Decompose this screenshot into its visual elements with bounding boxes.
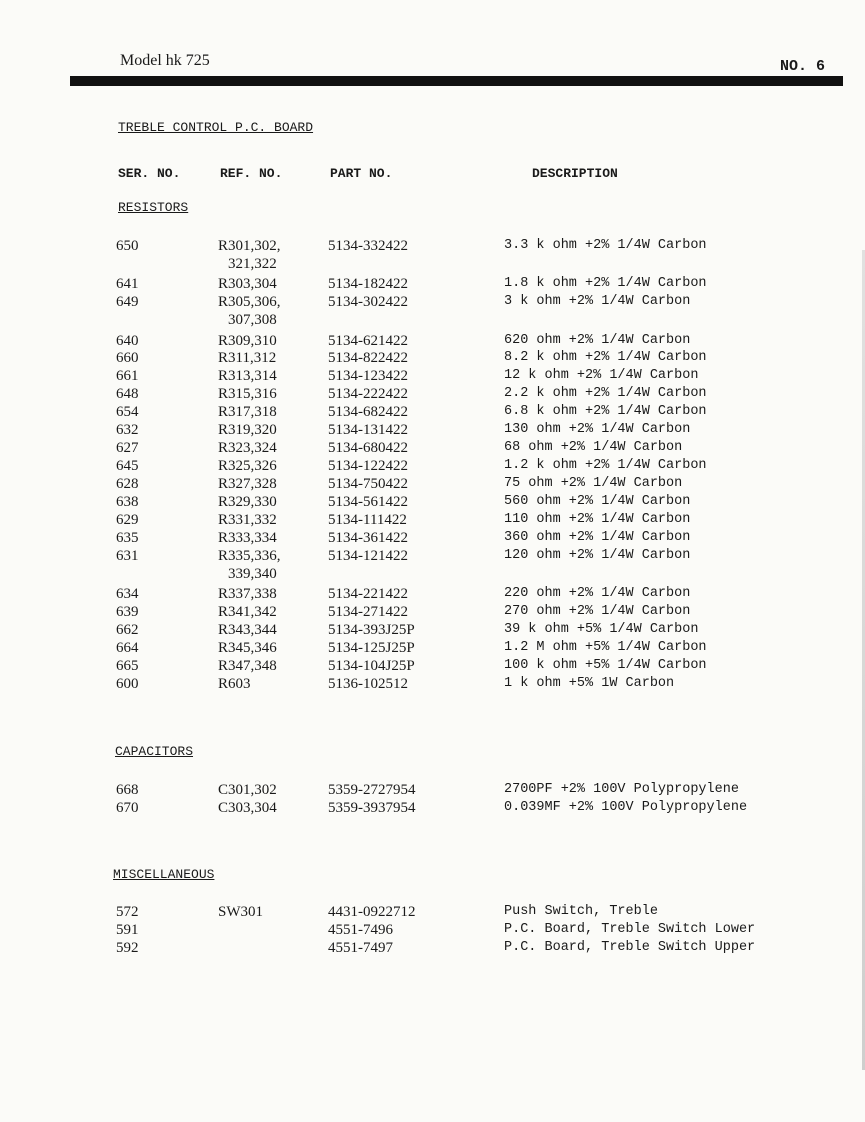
ref-no-cell: R317,318	[218, 404, 277, 420]
ref-no-cell: SW301	[218, 904, 263, 920]
ref-no-cell: R309,310	[218, 333, 277, 349]
ref-no-cell: C303,304	[218, 800, 277, 816]
table-row	[0, 622, 865, 640]
ref-no-cell: R335,336,	[218, 548, 281, 564]
description-cell: P.C. Board, Treble Switch Upper	[504, 940, 756, 955]
ser-no-cell: 645	[116, 458, 139, 474]
ref-no-continuation: 321,322	[228, 256, 277, 272]
ser-no-cell: 664	[116, 640, 139, 656]
ref-no-cell: R343,344	[218, 622, 277, 638]
part-no-cell: 5134-123422	[328, 368, 408, 384]
ref-no-cell: R313,314	[218, 368, 277, 384]
part-no-cell: 5134-121422	[328, 548, 408, 564]
description-cell: 6.8 k ohm +2% 1/4W Carbon	[504, 404, 707, 419]
part-no-cell: 5134-302422	[328, 294, 408, 310]
ref-no-cell: R305,306,	[218, 294, 281, 310]
ser-no-cell: 660	[116, 350, 139, 366]
table-row	[0, 530, 865, 548]
ser-no-cell: 648	[116, 386, 139, 402]
part-no-cell: 5134-750422	[328, 476, 408, 492]
ser-no-cell: 639	[116, 604, 139, 620]
ref-no-cell: R331,332	[218, 512, 277, 528]
part-no-cell: 5134-122422	[328, 458, 408, 474]
description-cell: 0.039MF +2% 100V Polypropylene	[504, 800, 748, 815]
ref-no-cell: R347,348	[218, 658, 277, 674]
ref-no-cell: R323,324	[218, 440, 277, 456]
description-cell: 130 ohm +2% 1/4W Carbon	[504, 422, 691, 437]
ser-no-cell: 629	[116, 512, 139, 528]
col-ref-header: REF. NO.	[220, 166, 283, 181]
header-rule	[70, 76, 843, 86]
ref-no-continuation: 339,340	[228, 566, 277, 582]
part-no-cell: 4431-0922712	[328, 904, 416, 920]
ser-no-cell: 662	[116, 622, 139, 638]
part-no-cell: 5134-682422	[328, 404, 408, 420]
ref-no-cell: R337,338	[218, 586, 277, 602]
ser-no-cell: 665	[116, 658, 139, 674]
description-cell: 1.8 k ohm +2% 1/4W Carbon	[504, 276, 707, 291]
ref-no-cell: C301,302	[218, 782, 277, 798]
table-row	[0, 512, 865, 530]
part-no-cell: 4551-7497	[328, 940, 393, 956]
description-cell: 3.3 k ohm +2% 1/4W Carbon	[504, 238, 707, 253]
table-row	[0, 676, 865, 694]
part-no-cell: 5134-680422	[328, 440, 408, 456]
part-no-cell: 5359-2727954	[328, 782, 416, 798]
ser-no-cell: 634	[116, 586, 139, 602]
description-cell: 3 k ohm +2% 1/4W Carbon	[504, 294, 691, 309]
ser-no-cell: 668	[116, 782, 139, 798]
table-row	[0, 368, 865, 386]
ref-no-cell: R603	[218, 676, 251, 692]
part-no-cell: 5134-361422	[328, 530, 408, 546]
ser-no-cell: 670	[116, 800, 139, 816]
description-cell: 100 k ohm +5% 1/4W Carbon	[504, 658, 707, 673]
ref-no-cell: R333,334	[218, 530, 277, 546]
table-row	[0, 386, 865, 404]
section-miscellaneous: MISCELLANEOUS	[113, 867, 215, 882]
table-row	[0, 404, 865, 422]
part-no-cell: 5134-221422	[328, 586, 408, 602]
table-row	[0, 458, 865, 476]
ser-no-cell: 600	[116, 676, 139, 692]
description-cell: 270 ohm +2% 1/4W Carbon	[504, 604, 691, 619]
ser-no-cell: 635	[116, 530, 139, 546]
part-no-cell: 5134-271422	[328, 604, 408, 620]
table-row	[0, 440, 865, 458]
description-cell: 360 ohm +2% 1/4W Carbon	[504, 530, 691, 545]
table-row	[0, 904, 865, 922]
col-part-header: PART NO.	[330, 166, 393, 181]
table-row	[0, 586, 865, 604]
ref-no-continuation: 307,308	[228, 312, 277, 328]
table-row	[0, 294, 865, 312]
part-no-cell: 5134-222422	[328, 386, 408, 402]
part-no-cell: 5134-621422	[328, 333, 408, 349]
table-row	[0, 548, 865, 566]
table-row	[0, 640, 865, 658]
ref-no-cell: R303,304	[218, 276, 277, 292]
description-cell: 220 ohm +2% 1/4W Carbon	[504, 586, 691, 601]
table-row	[0, 476, 865, 494]
description-cell: 1.2 k ohm +2% 1/4W Carbon	[504, 458, 707, 473]
part-no-cell: 5134-125J25P	[328, 640, 415, 656]
table-row	[0, 350, 865, 368]
ref-no-cell: R319,320	[218, 422, 277, 438]
model-label: Model hk 725	[120, 52, 210, 69]
table-row	[0, 800, 865, 818]
section-capacitors: CAPACITORS	[115, 744, 194, 759]
part-no-cell: 5134-561422	[328, 494, 408, 510]
ser-no-cell: 591	[116, 922, 139, 938]
ser-no-cell: 650	[116, 238, 139, 254]
table-row	[0, 922, 865, 940]
ser-no-cell: 627	[116, 440, 139, 456]
page-number: NO. 6	[780, 58, 826, 75]
table-row	[0, 658, 865, 676]
description-cell: 110 ohm +2% 1/4W Carbon	[504, 512, 691, 527]
description-cell: 620 ohm +2% 1/4W Carbon	[504, 333, 691, 348]
description-cell: 8.2 k ohm +2% 1/4W Carbon	[504, 350, 707, 365]
table-row	[0, 422, 865, 440]
description-cell: 120 ohm +2% 1/4W Carbon	[504, 548, 691, 563]
col-desc-header: DESCRIPTION	[532, 166, 618, 181]
part-no-cell: 5359-3937954	[328, 800, 416, 816]
ref-no-cell: R315,316	[218, 386, 277, 402]
description-cell: 68 ohm +2% 1/4W Carbon	[504, 440, 683, 455]
table-row	[0, 604, 865, 622]
ser-no-cell: 592	[116, 940, 139, 956]
description-cell: 560 ohm +2% 1/4W Carbon	[504, 494, 691, 509]
part-no-cell: 4551-7496	[328, 922, 393, 938]
ref-no-cell: R325,326	[218, 458, 277, 474]
ser-no-cell: 654	[116, 404, 139, 420]
description-cell: 1 k ohm +5% 1W Carbon	[504, 676, 675, 691]
board-title: TREBLE CONTROL P.C. BOARD	[118, 120, 314, 135]
part-no-cell: 5134-822422	[328, 350, 408, 366]
table-row	[0, 333, 865, 351]
description-cell: 2700PF +2% 100V Polypropylene	[504, 782, 739, 797]
ser-no-cell: 631	[116, 548, 139, 564]
ser-no-cell: 572	[116, 904, 139, 920]
part-no-cell: 5134-393J25P	[328, 622, 415, 638]
part-no-cell: 5134-111422	[328, 512, 407, 528]
table-row	[0, 276, 865, 294]
part-no-cell: 5134-332422	[328, 238, 408, 254]
description-cell: 1.2 M ohm +5% 1/4W Carbon	[504, 640, 707, 655]
section-resistors: RESISTORS	[118, 200, 189, 215]
description-cell: 2.2 k ohm +2% 1/4W Carbon	[504, 386, 707, 401]
ser-no-cell: 641	[116, 276, 139, 292]
part-no-cell: 5134-182422	[328, 276, 408, 292]
ref-no-cell: R301,302,	[218, 238, 281, 254]
ser-no-cell: 628	[116, 476, 139, 492]
col-ser-header: SER. NO.	[118, 166, 181, 181]
description-cell: 75 ohm +2% 1/4W Carbon	[504, 476, 683, 491]
part-no-cell: 5136-102512	[328, 676, 408, 692]
ref-no-cell: R345,346	[218, 640, 277, 656]
ref-no-cell: R311,312	[218, 350, 277, 366]
ref-no-cell: R341,342	[218, 604, 277, 620]
ser-no-cell: 649	[116, 294, 139, 310]
ref-no-cell: R327,328	[218, 476, 277, 492]
table-row	[0, 494, 865, 512]
description-cell: Push Switch, Treble	[504, 904, 658, 919]
description-cell: P.C. Board, Treble Switch Lower	[504, 922, 756, 937]
ser-no-cell: 640	[116, 333, 139, 349]
description-cell: 12 k ohm +2% 1/4W Carbon	[504, 368, 699, 383]
ser-no-cell: 661	[116, 368, 139, 384]
table-row	[0, 940, 865, 958]
part-no-cell: 5134-104J25P	[328, 658, 415, 674]
ref-no-cell: R329,330	[218, 494, 277, 510]
ser-no-cell: 632	[116, 422, 139, 438]
table-row	[0, 782, 865, 800]
ser-no-cell: 638	[116, 494, 139, 510]
table-row	[0, 238, 865, 256]
description-cell: 39 k ohm +5% 1/4W Carbon	[504, 622, 699, 637]
part-no-cell: 5134-131422	[328, 422, 408, 438]
